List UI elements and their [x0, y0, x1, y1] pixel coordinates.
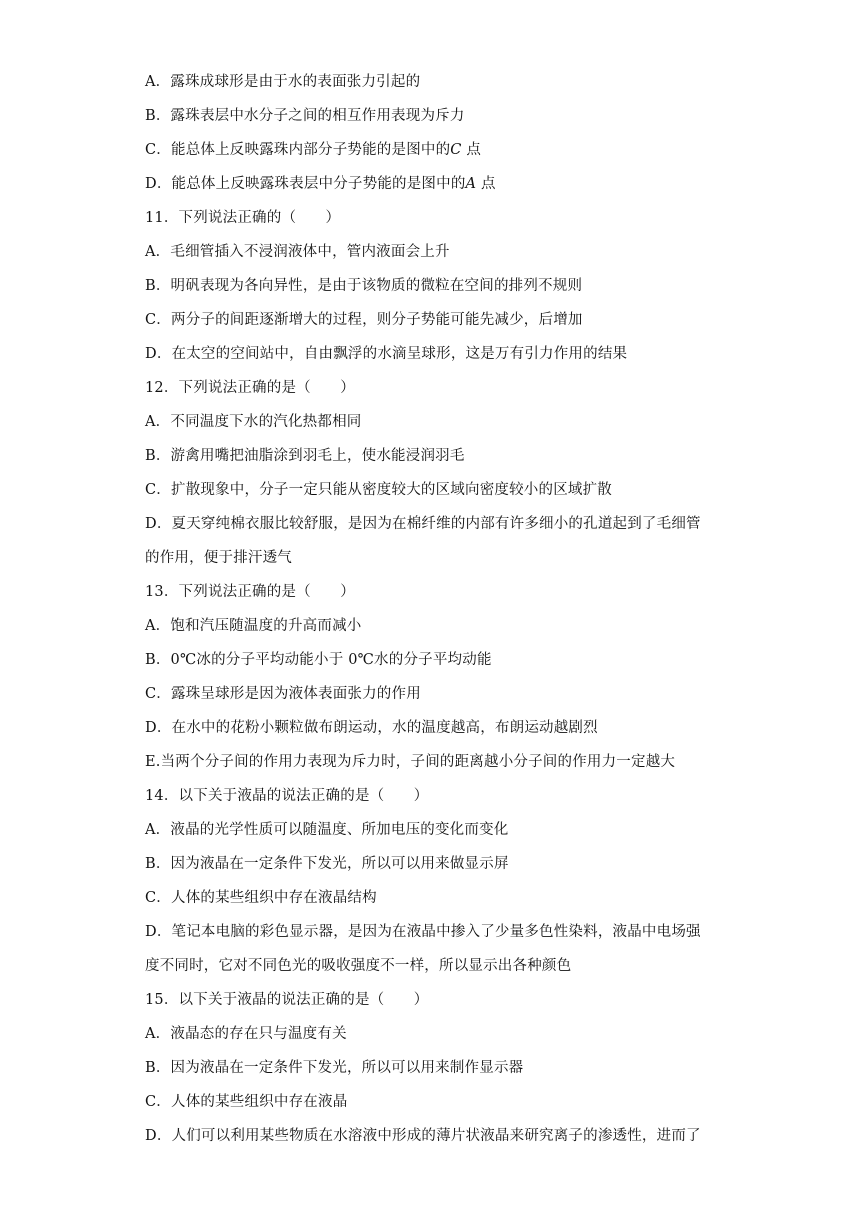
question-14-stem: 14．以下关于液晶的说法正确的是（ ） [145, 788, 429, 804]
q10-option-d [145, 174, 745, 194]
q12-option-d: D．夏天穿纯棉衣服比较舒服，是因为在棉纤维的内部有许多细小的孔道起到了毛细管 [145, 516, 701, 532]
q10-option-b: B．露珠表层中水分子之间的相互作用表现为斥力 [145, 108, 465, 124]
q10-option-c-text: C．能总体上反映露珠内部分子势能的是图中的 [145, 142, 451, 158]
q12-option-c: C．扩散现象中，分子一定只能从密度较大的区域向密度较小的区域扩散 [145, 482, 612, 498]
point-a-label: A [465, 176, 477, 192]
point-c-label: C [450, 142, 462, 158]
q11-option-d: D．在太空的空间站中，自由飘浮的水滴呈球形，这是万有引力作用的结果 [145, 346, 628, 362]
q11-option-a: A．毛细管插入不浸润液体中，管内液面会上升 [145, 244, 450, 260]
q15-option-c: C．人体的某些组织中存在液晶 [145, 1094, 348, 1110]
q15-option-a: A．液晶态的存在只与温度有关 [145, 1026, 347, 1042]
q11-option-b: B．明矾表现为各向异性，是由于该物质的微粒在空间的排列不规则 [145, 278, 583, 294]
q14-option-b: B．因为液晶在一定条件下发光，所以可以用来做显示屏 [145, 856, 509, 872]
q12-option-d-continued: 的作用，便于排汗透气 [145, 550, 292, 566]
q12-option-a: A．不同温度下水的汽化热都相同 [145, 414, 362, 430]
q14-option-a: A．液晶的光学性质可以随温度、所加电压的变化而变化 [145, 822, 509, 838]
q13-option-b: B．0℃冰的分子平均动能小于 0℃水的分子平均动能 [145, 652, 492, 668]
q15-option-d: D．人们可以利用某些物质在水溶液中形成的薄片状液晶来研究离子的渗透性，进而了 [145, 1128, 701, 1144]
question-12-stem: 12．下列说法正确的是（ ） [145, 380, 355, 396]
q12-option-b: B．游禽用嘴把油脂涂到羽毛上，使水能浸润羽毛 [145, 448, 465, 464]
q13-option-d: D．在水中的花粉小颗粒做布朗运动，水的温度越高，布朗运动越剧烈 [145, 720, 598, 736]
q14-option-d-continued: 度不同时，它对不同色光的吸收强度不一样，所以显示出各种颜色 [145, 958, 572, 974]
q11-option-c: C．两分子的间距逐渐增大的过程，则分子势能可能先减少，后增加 [145, 312, 583, 328]
question-11-stem: 11．下列说法正确的（ ） [145, 210, 341, 226]
q10-option-d-text: D．能总体上反映露珠表层中分子势能的是图中的 [145, 176, 466, 192]
q10-option-c [145, 140, 745, 160]
q14-option-c: C．人体的某些组织中存在液晶结构 [145, 890, 377, 906]
q10-option-c-suffix: 点 [461, 142, 482, 158]
q14-option-d: D．笔记本电脑的彩色显示器，是因为在液晶中掺入了少量多色性染料，液晶中电场强 [145, 924, 701, 940]
q13-option-c: C．露珠呈球形是因为液体表面张力的作用 [145, 686, 421, 702]
q10-option-d-suffix: 点 [476, 176, 496, 192]
q13-option-e: E.当两个分子间的作用力表现为斥力时，子间的距离越小分子间的作用力一定越大 [145, 754, 676, 770]
q15-option-b: B．因为液晶在一定条件下发光，所以可以用来制作显示器 [145, 1060, 524, 1076]
question-15-stem: 15．以下关于液晶的说法正确的是（ ） [145, 992, 429, 1008]
q10-option-a: A．露珠成球形是由于水的表面张力引起的 [145, 74, 421, 90]
question-13-stem: 13．下列说法正确的是（ ） [145, 584, 355, 600]
q13-option-a: A．饱和汽压随温度的升高而减小 [145, 618, 362, 634]
